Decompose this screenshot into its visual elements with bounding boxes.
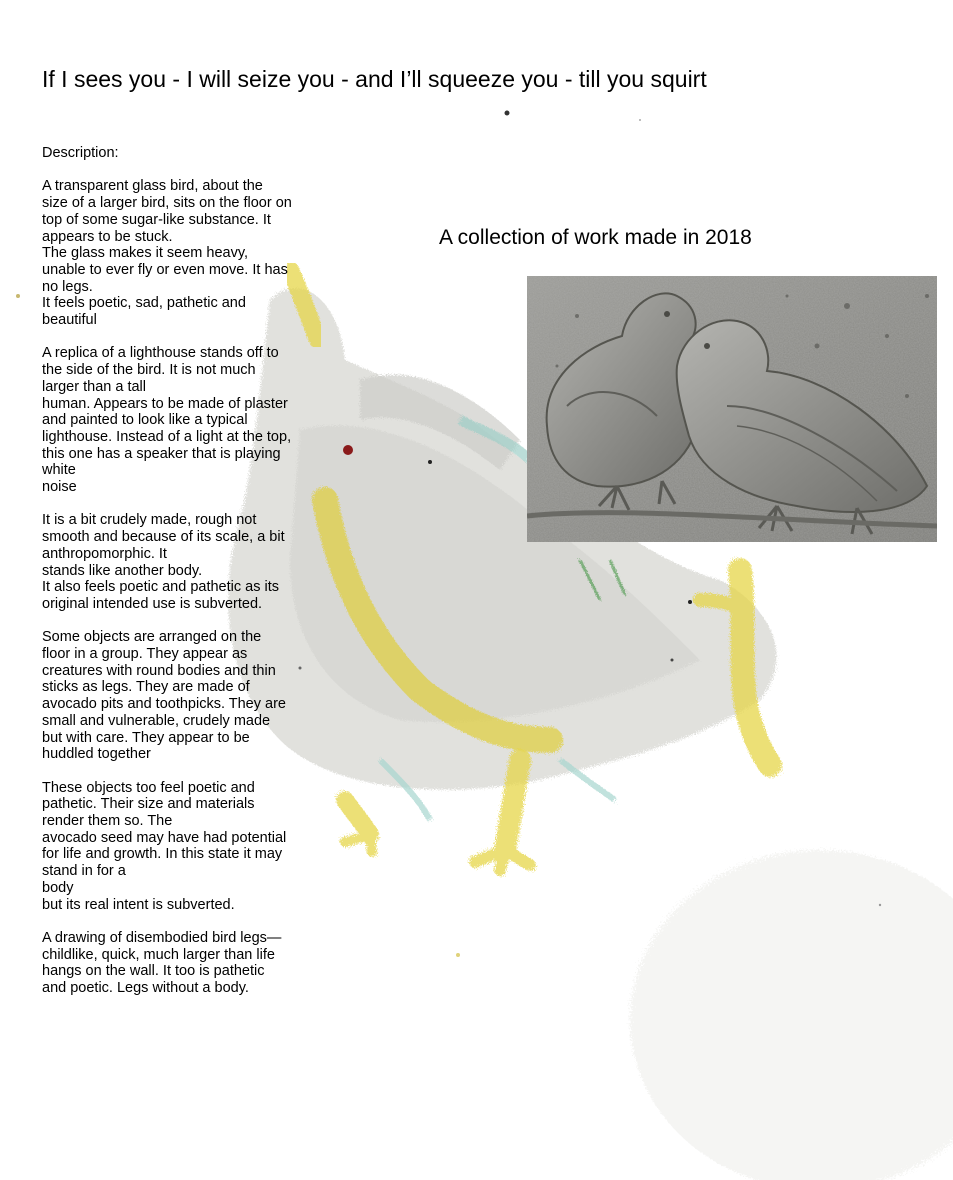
description-label: Description: — [42, 145, 119, 161]
page-title: If I sees you - I will seize you - and I’ll squeeze you - till you squirt — [42, 66, 707, 92]
description-paragraph-avocado-feel: These objects too feel poetic and pathetic. Their size and materials render them so. The avocado seed may have had potential for life and growth. In this state it may stand in for a body but its real intent is subverted. — [42, 779, 287, 913]
paper-smudge — [630, 850, 953, 1180]
description-column — [42, 145, 292, 1013]
description-paragraph-lighthouse: A replica of a lighthouse stands off to the side of the bird. It is not much larger than a tall human. Appears to be made of plaster and painted to look like a typical lighthouse. Instead of a light at the top, this one has a speaker that is playing white noise — [42, 345, 292, 496]
collection-caption: A collection of work made in 2018 — [439, 226, 752, 249]
description-paragraph-avocado-creatures: Some objects are arranged on the floor in a group. They appear as creatures with round bodies and thin sticks as legs. They are made of avocado pits and toothpicks. They are small and vulnerable, crudely made but with care. They appear to be huddled together — [42, 629, 286, 763]
stone-relief-photo — [527, 276, 937, 542]
description-paragraph-bird-legs: A drawing of disembodied bird legs—childlike, quick, much larger than life hangs on the wall. It too is pathetic and poetic. Legs without a body. — [42, 929, 282, 997]
description-paragraph-glass-bird: A transparent glass bird, about the size of a larger bird, sits on the floor on top of some sugar-like substance. It appears to be stuck. The glass makes it seem heavy, unable to ever fly or even move. It has no legs. It feels poetic, sad, pathetic and beautiful — [42, 178, 292, 329]
description-paragraph-lighthouse-feel: It is a bit crudely made, rough not smooth and because of its scale, a bit anthropomorphic. It stands like another body. It also feels poetic and pathetic as its original intended use is subverted. — [42, 512, 285, 612]
